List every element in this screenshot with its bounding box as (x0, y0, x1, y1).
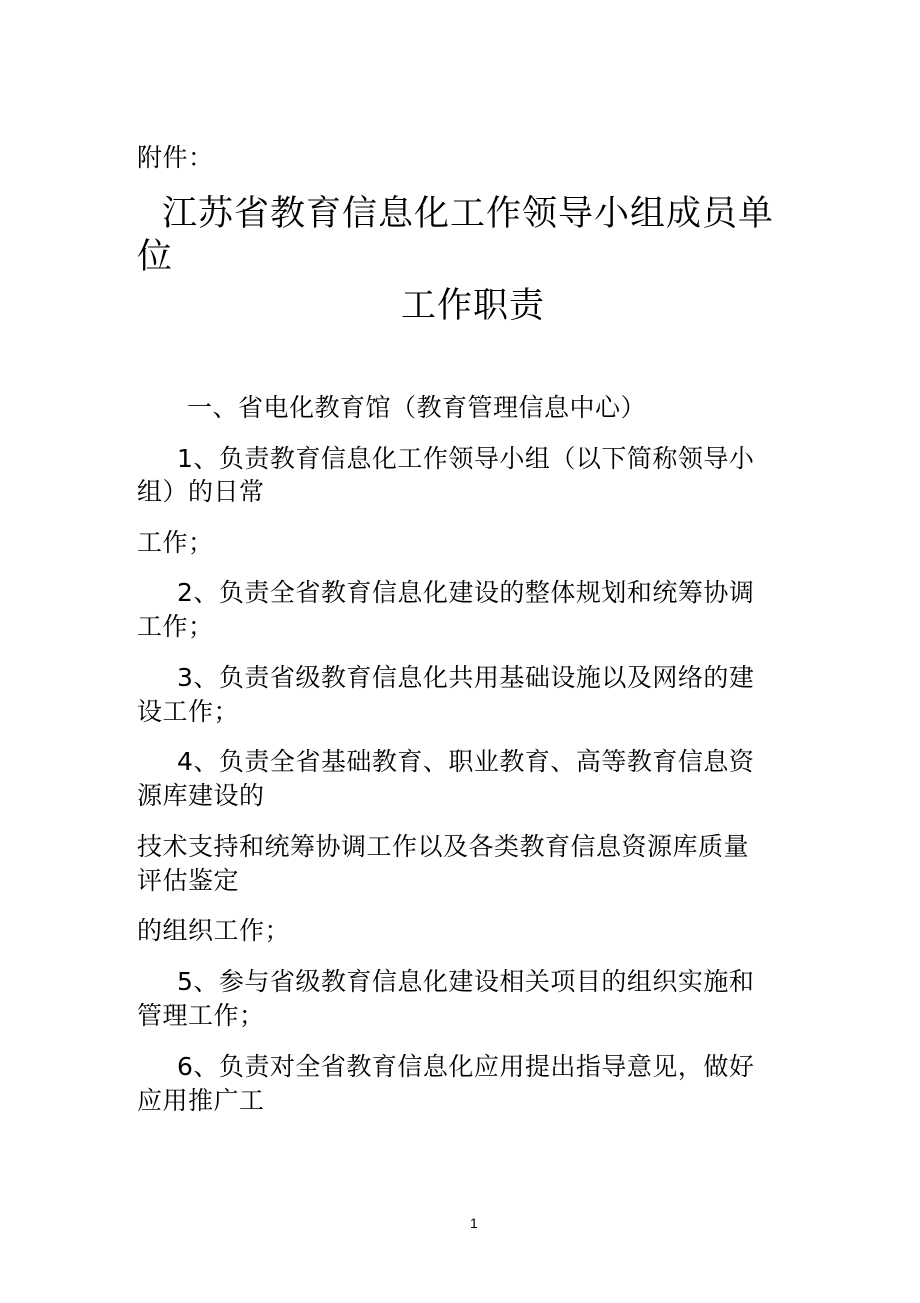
paragraph-line: 6、负责对全省教育信息化应用提出指导意见，做好 (177, 1052, 755, 1081)
document-title-line-2: 位 (137, 237, 174, 277)
paragraph-line: 设工作； (137, 697, 240, 726)
paragraph-line: 源库建设的 (137, 781, 265, 810)
paragraph-line: 1、负责教育信息化工作领导小组（以下简称领导小 (177, 444, 755, 473)
document-title-line-3: 工作职责 (401, 286, 546, 326)
paragraph-line: 工作； (137, 612, 214, 641)
paragraph-line: 4、负责全省基础教育、职业教育、高等教育信息资 (177, 747, 755, 776)
paragraph-line: 5、参与省级教育信息化建设相关项目的组织实施和 (177, 967, 755, 996)
paragraph-line: 评估鉴定 (137, 866, 240, 895)
page-number: 1 (470, 1215, 478, 1231)
paragraph-line: 管理工作； (137, 1001, 265, 1030)
paragraph-line: 技术支持和统筹协调工作以及各类教育信息资源库质量 (137, 832, 750, 861)
paragraph-line: 3、负责省级教育信息化共用基础设施以及网络的建 (177, 663, 755, 692)
paragraph-line: 组）的日常 (137, 477, 265, 506)
document-title-line-1: 江苏省教育信息化工作领导小组成员单 (162, 194, 775, 234)
paragraph-line: 工作； (137, 528, 214, 557)
paragraph-line: 2、负责全省教育信息化建设的整体规划和统筹协调 (177, 578, 755, 607)
paragraph-line: 的组织工作； (137, 916, 291, 945)
section-heading: 一、省电化教育馆（教育管理信息中心） (187, 393, 647, 422)
attachment-label: 附件： (137, 143, 214, 172)
paragraph-line: 应用推广工 (137, 1086, 265, 1115)
